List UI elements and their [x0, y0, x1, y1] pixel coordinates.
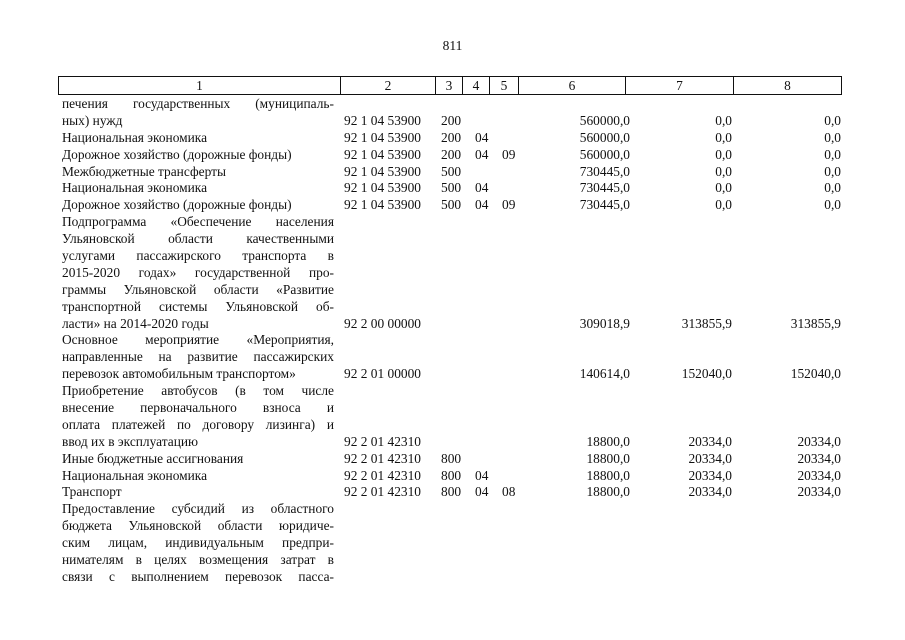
row-col-6: 560000,0 — [579, 112, 630, 128]
row-code: 92 2 01 42310 — [344, 467, 421, 483]
row-col-7: 20334,0 — [688, 433, 732, 449]
row-description: Межбюджетные трансферты — [62, 163, 226, 179]
table-row — [0, 569, 905, 586]
row-col-6: 730445,0 — [579, 163, 630, 179]
table-row — [0, 501, 905, 518]
row-description: ввод их в эксплуатацию — [62, 433, 199, 449]
table-row — [0, 518, 905, 535]
row-col-3: 800 — [441, 467, 462, 483]
row-col-3: 500 — [441, 163, 462, 179]
row-col-3: 800 — [441, 450, 462, 466]
row-description: Приобретение автобусов (в том числе — [62, 383, 334, 399]
table-row — [0, 164, 905, 181]
row-description: Дорожное хозяйство (дорожные фонды) — [62, 146, 292, 162]
row-col-4: 04 — [475, 146, 489, 162]
row-col-6: 18800,0 — [586, 433, 630, 449]
column-header-4: 4 — [463, 77, 490, 95]
row-col-3: 500 — [441, 180, 462, 196]
row-code: 92 1 04 53900 — [344, 163, 421, 179]
table-row — [0, 535, 905, 552]
table-row — [0, 417, 905, 434]
row-description: направленные на развитие пассажирских — [62, 349, 334, 365]
row-description: транспортной системы Ульяновской об- — [62, 298, 334, 314]
row-col-8: 0,0 — [824, 197, 841, 213]
row-description: Иные бюджетные ассигнования — [62, 450, 244, 466]
table-row — [0, 366, 905, 383]
row-col-7: 0,0 — [715, 197, 732, 213]
table-row — [0, 180, 905, 197]
page-number: 811 — [442, 38, 463, 53]
row-col-7: 0,0 — [715, 180, 732, 196]
row-description: Транспорт — [62, 484, 122, 500]
row-col-7: 0,0 — [715, 112, 732, 128]
row-description: Предоставление субсидий из областного — [62, 501, 334, 517]
table-row — [0, 282, 905, 299]
row-code: 92 2 00 00000 — [344, 315, 421, 331]
row-description: 2015-2020 годах» государственной про- — [62, 264, 334, 280]
row-col-6: 730445,0 — [579, 180, 630, 196]
budget-table-body — [0, 96, 905, 586]
row-col-6: 18800,0 — [586, 467, 630, 483]
row-col-5: 09 — [502, 146, 516, 162]
table-row — [0, 214, 905, 231]
row-description: Национальная экономика — [62, 467, 208, 483]
table-row — [0, 451, 905, 468]
row-col-4: 04 — [475, 467, 489, 483]
row-code: 92 2 01 00000 — [344, 366, 421, 382]
column-header-8: 8 — [734, 77, 842, 95]
column-header-5: 5 — [490, 77, 519, 95]
row-description: Дорожное хозяйство (дорожные фонды) — [62, 197, 292, 213]
table-row — [0, 248, 905, 265]
table-row — [0, 130, 905, 147]
row-col-4: 04 — [475, 484, 489, 500]
row-col-3: 200 — [441, 129, 462, 145]
column-header-1: 1 — [59, 77, 341, 95]
row-description: перевозок автомобильным транспортом» — [62, 366, 296, 382]
row-description: Подпрограмма «Обеспечение населения — [62, 214, 334, 230]
table-row — [0, 231, 905, 248]
table-row — [0, 147, 905, 164]
row-col-7: 152040,0 — [681, 366, 732, 382]
row-description: ласти» на 2014-2020 годы — [62, 315, 209, 331]
table-row — [0, 400, 905, 417]
table-row — [0, 484, 905, 501]
row-col-5: 09 — [502, 197, 516, 213]
row-description: оплата платежей по договору лизинга) и — [62, 416, 334, 432]
row-code: 92 2 01 42310 — [344, 450, 421, 466]
column-header-7: 7 — [626, 77, 734, 95]
column-header-6: 6 — [519, 77, 626, 95]
table-row — [0, 197, 905, 214]
row-col-8: 0,0 — [824, 146, 841, 162]
table-row — [0, 299, 905, 316]
row-col-4: 04 — [475, 197, 489, 213]
row-col-8: 20334,0 — [797, 450, 841, 466]
row-col-6: 18800,0 — [586, 450, 630, 466]
row-col-6: 560000,0 — [579, 129, 630, 145]
row-code: 92 2 01 42310 — [344, 433, 421, 449]
row-col-8: 313855,9 — [790, 315, 841, 331]
row-description: Ульяновской области качественными — [62, 231, 334, 247]
row-col-6: 730445,0 — [579, 197, 630, 213]
row-col-8: 152040,0 — [790, 366, 841, 382]
row-description: ским лицам, индивидуальным предпри- — [62, 535, 334, 551]
table-row — [0, 316, 905, 333]
row-col-7: 0,0 — [715, 163, 732, 179]
row-col-7: 0,0 — [715, 146, 732, 162]
table-row — [0, 265, 905, 282]
row-description: связи с выполнением перевозок пасса- — [62, 568, 334, 584]
row-description: граммы Ульяновской области «Развитие — [62, 281, 334, 297]
row-description: Национальная экономика — [62, 180, 208, 196]
row-col-7: 20334,0 — [688, 484, 732, 500]
row-col-8: 0,0 — [824, 112, 841, 128]
row-col-4: 04 — [475, 180, 489, 196]
row-description: услугами пассажирского транспорта в — [62, 248, 334, 264]
table-row — [0, 332, 905, 349]
row-code: 92 1 04 53900 — [344, 112, 421, 128]
table-row — [0, 468, 905, 485]
row-code: 92 1 04 53900 — [344, 180, 421, 196]
table-row — [0, 113, 905, 130]
row-code: 92 1 04 53900 — [344, 129, 421, 145]
row-col-7: 0,0 — [715, 129, 732, 145]
row-code: 92 1 04 53900 — [344, 146, 421, 162]
table-row — [0, 349, 905, 366]
column-header-table — [58, 76, 842, 95]
table-row — [0, 434, 905, 451]
row-col-3: 200 — [441, 112, 462, 128]
row-col-8: 0,0 — [824, 180, 841, 196]
row-col-6: 18800,0 — [586, 484, 630, 500]
row-col-7: 313855,9 — [681, 315, 732, 331]
row-description: Основное мероприятие «Мероприятия, — [62, 332, 334, 348]
row-col-8: 20334,0 — [797, 433, 841, 449]
row-description: ных) нужд — [62, 112, 123, 128]
row-col-3: 800 — [441, 484, 462, 500]
row-col-3: 200 — [441, 146, 462, 162]
row-description: печения государственных (муниципаль- — [62, 96, 334, 111]
row-code: 92 2 01 42310 — [344, 484, 421, 500]
column-header-row — [59, 77, 842, 95]
row-description: внесение первоначального взноса и — [62, 400, 334, 416]
column-header-3: 3 — [436, 77, 463, 95]
table-row — [0, 96, 905, 113]
row-col-6: 140614,0 — [579, 366, 630, 382]
row-col-8: 20334,0 — [797, 467, 841, 483]
row-description: бюджета Ульяновской области юридиче- — [62, 518, 334, 534]
row-col-5: 08 — [502, 484, 516, 500]
table-row — [0, 552, 905, 569]
row-code: 92 1 04 53900 — [344, 197, 421, 213]
row-col-8: 0,0 — [824, 163, 841, 179]
row-col-4: 04 — [475, 129, 489, 145]
row-col-3: 500 — [441, 197, 462, 213]
row-col-7: 20334,0 — [688, 450, 732, 466]
row-col-8: 0,0 — [824, 129, 841, 145]
row-col-6: 560000,0 — [579, 146, 630, 162]
row-col-7: 20334,0 — [688, 467, 732, 483]
row-description: Национальная экономика — [62, 129, 208, 145]
column-header-2: 2 — [341, 77, 436, 95]
row-description: нимателям в целях возмещения затрат в — [62, 552, 334, 568]
row-col-6: 309018,9 — [579, 315, 630, 331]
row-col-8: 20334,0 — [797, 484, 841, 500]
table-row — [0, 383, 905, 400]
